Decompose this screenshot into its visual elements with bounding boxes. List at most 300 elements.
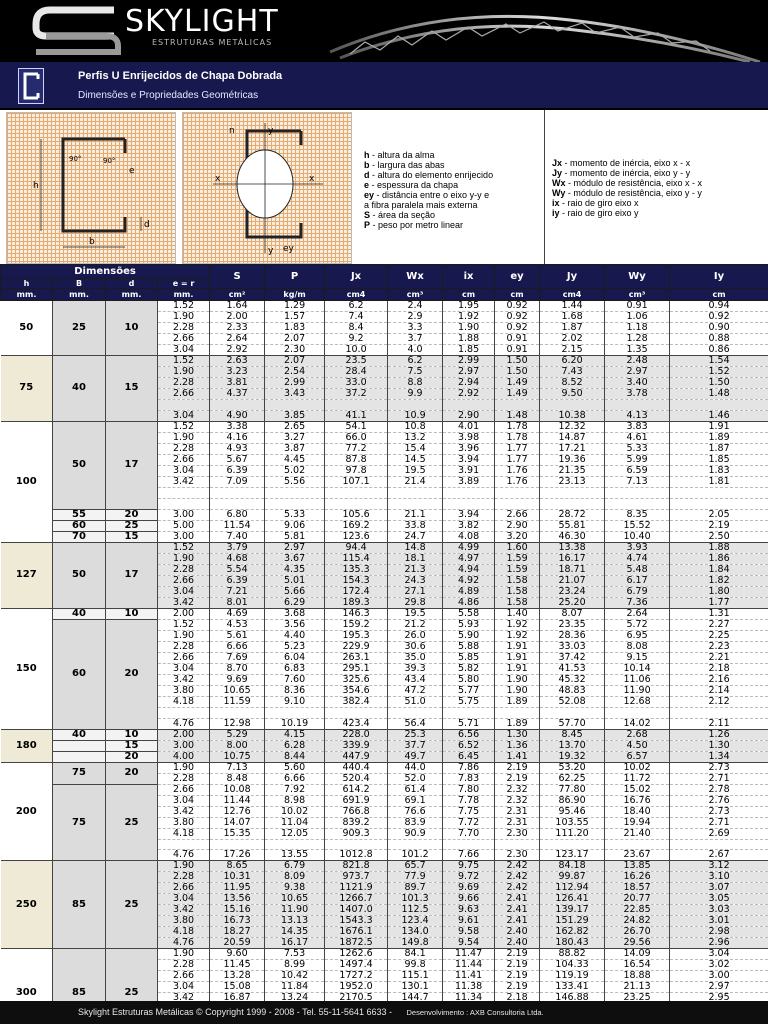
legend-symbol: P: [364, 220, 371, 230]
table-cell: 11.90: [265, 905, 325, 916]
table-cell: 8.70: [210, 663, 265, 674]
table-cell: 3.91: [443, 465, 495, 476]
table-cell: 5.54: [210, 564, 265, 575]
table-row: [1, 619, 768, 630]
table-cell: [265, 498, 325, 509]
table-cell: 9.54: [443, 938, 495, 949]
table-cell: 5.81: [265, 531, 325, 542]
legend-text: - altura do elemento enrijecido: [369, 170, 494, 180]
legend-divider: [544, 110, 545, 264]
table-cell: 1262.6: [325, 949, 388, 960]
table-cell: 4.76: [158, 938, 210, 949]
table-cell: 1.48: [670, 389, 768, 400]
table-cell: 189.3: [325, 597, 388, 608]
table-cell: [158, 707, 210, 718]
table-cell: 16.26: [605, 872, 670, 883]
legend-symbol: S: [364, 210, 371, 220]
table-cell: 16.73: [210, 916, 265, 927]
table-cell: 1.52: [158, 542, 210, 553]
legend-entry: [552, 188, 766, 198]
table-cell: 5.85: [443, 652, 495, 663]
table-cell: 17.26: [210, 850, 265, 861]
table-cell: 2.92: [443, 389, 495, 400]
table-cell: 6.2: [325, 301, 388, 312]
B-value: 25: [53, 301, 106, 356]
table-cell: 1497.4: [325, 960, 388, 971]
table-cell: 7.5: [388, 367, 443, 378]
table-cell: 5.71: [443, 718, 495, 729]
table-cell: 6.39: [210, 575, 265, 586]
table-cell: 1.50: [495, 356, 540, 367]
table-cell: 3.00: [670, 971, 768, 982]
table-cell: [325, 400, 388, 411]
table-cell: 37.7: [388, 740, 443, 751]
table-cell: 10.75: [210, 751, 265, 762]
table-cell: [265, 707, 325, 718]
table-cell: [495, 707, 540, 718]
table-cell: 14.07: [210, 817, 265, 828]
table-cell: 5.23: [265, 641, 325, 652]
table-cell: 1.85: [670, 454, 768, 465]
table-cell: 69.1: [388, 795, 443, 806]
table-cell: 3.42: [158, 597, 210, 608]
unit-header: mm.: [106, 289, 158, 301]
table-cell: 149.8: [388, 938, 443, 949]
d-value: 20: [106, 509, 158, 520]
table-cell: 1.50: [670, 378, 768, 389]
ey-label: ey: [283, 244, 294, 254]
legend-symbol: Jx: [552, 158, 563, 168]
table-cell: 5.60: [265, 762, 325, 773]
table-cell: 37.2: [325, 389, 388, 400]
table-cell: 8.01: [210, 597, 265, 608]
table-cell: [670, 707, 768, 718]
table-cell: 195.3: [325, 630, 388, 641]
table-cell: 2.69: [670, 828, 768, 839]
unit-header: cm: [495, 289, 540, 301]
table-cell: [325, 498, 388, 509]
table-cell: 1.77: [495, 443, 540, 454]
table-cell: 0.92: [495, 323, 540, 334]
table-cell: [325, 839, 388, 850]
table-cell: 104.33: [540, 960, 605, 971]
B-value: 55: [53, 509, 106, 520]
legend-text: - módulo de resistência, eixo y - y: [565, 188, 702, 198]
table-cell: 9.75: [443, 861, 495, 872]
table-cell: 1.82: [670, 575, 768, 586]
table-cell: 4.97: [443, 553, 495, 564]
table-cell: 8.98: [265, 795, 325, 806]
table-cell: 169.2: [325, 520, 388, 531]
table-cell: 2.19: [495, 971, 540, 982]
table-cell: 2.19: [670, 520, 768, 531]
table-cell: 123.17: [540, 850, 605, 861]
table-cell: 12.68: [605, 696, 670, 707]
table-cell: 2.97: [265, 542, 325, 553]
table-cell: 5.88: [443, 641, 495, 652]
table-cell: 24.3: [388, 575, 443, 586]
table-cell: 1.26: [670, 729, 768, 740]
table-cell: 5.80: [443, 674, 495, 685]
table-cell: 4.15: [265, 729, 325, 740]
table-cell: 4.35: [265, 564, 325, 575]
col-header-ix: ix: [443, 265, 495, 289]
table-cell: 2.73: [670, 762, 768, 773]
table-cell: 5.33: [265, 509, 325, 520]
table-cell: 11.59: [210, 696, 265, 707]
table-cell: 27.1: [388, 586, 443, 597]
table-cell: 10.02: [605, 762, 670, 773]
table-cell: 101.2: [388, 850, 443, 861]
legend-entry: [364, 220, 544, 230]
table-cell: 11.72: [605, 773, 670, 784]
table-cell: 11.41: [443, 971, 495, 982]
table-cell: 9.69: [443, 883, 495, 894]
table-cell: [158, 839, 210, 850]
table-cell: 1.87: [540, 323, 605, 334]
table-cell: 3.04: [670, 949, 768, 960]
table-cell: 17.21: [540, 443, 605, 454]
table-cell: [540, 707, 605, 718]
table-cell: 6.66: [210, 641, 265, 652]
col-header-h: h: [1, 279, 53, 289]
table-cell: 2.63: [210, 356, 265, 367]
table-row: [1, 729, 768, 740]
table-cell: 1872.5: [325, 938, 388, 949]
table-cell: 1.58: [495, 586, 540, 597]
table-cell: [158, 400, 210, 411]
table-cell: 1.91: [670, 421, 768, 432]
table-cell: 3.04: [158, 345, 210, 356]
table-cell: 10.9: [388, 410, 443, 421]
site-header: [0, 0, 768, 62]
table-cell: 1.89: [495, 718, 540, 729]
table-cell: 56.4: [388, 718, 443, 729]
table-cell: 1.90: [158, 949, 210, 960]
table-cell: 6.2: [388, 356, 443, 367]
table-cell: [265, 400, 325, 411]
page-title: Perfis U Enrijecidos de Chapa Dobrada: [78, 70, 283, 82]
table-cell: 84.1: [388, 949, 443, 960]
table-cell: 13.24: [265, 993, 325, 1001]
d-value: 15: [106, 740, 158, 751]
table-cell: [325, 707, 388, 718]
table-cell: 2.28: [158, 443, 210, 454]
legend-symbol: iy: [552, 208, 560, 218]
table-cell: 19.36: [540, 454, 605, 465]
table-cell: 9.66: [443, 894, 495, 905]
table-cell: 53.20: [540, 762, 605, 773]
table-cell: 57.70: [540, 718, 605, 729]
table-cell: 3.04: [158, 894, 210, 905]
table-cell: 76.6: [388, 806, 443, 817]
table-cell: 21.07: [540, 575, 605, 586]
table-cell: 2.19: [495, 960, 540, 971]
table-cell: 2.33: [210, 323, 265, 334]
table-cell: 7.66: [443, 850, 495, 861]
table-cell: 2.68: [605, 729, 670, 740]
table-cell: 3.05: [670, 894, 768, 905]
table-cell: 6.66: [265, 773, 325, 784]
table-cell: [670, 400, 768, 411]
unit-header: mm.: [53, 289, 106, 301]
table-cell: 7.92: [265, 784, 325, 795]
col-header-e: e = r: [158, 279, 210, 289]
table-row: [1, 509, 768, 520]
table-cell: 84.18: [540, 861, 605, 872]
brand-name: SKYLIGHT: [125, 4, 279, 39]
table-cell: 909.3: [325, 828, 388, 839]
table-cell: 154.3: [325, 575, 388, 586]
table-cell: 99.87: [540, 872, 605, 883]
table-cell: 44.0: [388, 762, 443, 773]
table-cell: 1.83: [670, 465, 768, 476]
unit-header: cm4: [540, 289, 605, 301]
table-cell: 19.5: [388, 465, 443, 476]
table-cell: 325.6: [325, 674, 388, 685]
table-cell: [670, 487, 768, 498]
table-cell: 33.03: [540, 641, 605, 652]
table-cell: 3.43: [265, 389, 325, 400]
table-cell: 16.17: [540, 553, 605, 564]
table-cell: 11.45: [210, 960, 265, 971]
table-cell: 0.91: [495, 334, 540, 345]
table-cell: 3.04: [158, 465, 210, 476]
table-cell: 2.05: [670, 509, 768, 520]
table-cell: 2.73: [670, 806, 768, 817]
table-cell: 13.85: [605, 861, 670, 872]
table-row: [1, 356, 768, 367]
table-cell: 4.93: [210, 443, 265, 454]
table-cell: 133.41: [540, 982, 605, 993]
table-cell: 135.3: [325, 564, 388, 575]
table-cell: 3.04: [158, 410, 210, 421]
title-bar: [0, 62, 768, 108]
table-cell: 1.52: [670, 367, 768, 378]
table-cell: 4.76: [158, 718, 210, 729]
profile-axes-diagram: [183, 113, 352, 264]
col-header-Wx: Wx: [388, 265, 443, 289]
table-cell: 9.38: [265, 883, 325, 894]
table-row: [1, 301, 768, 312]
legend-text: - distância entre o eixo y-y e: [374, 190, 490, 200]
table-cell: [495, 498, 540, 509]
table-cell: 1.34: [670, 751, 768, 762]
table-cell: 29.56: [605, 938, 670, 949]
table-cell: 2.66: [158, 334, 210, 345]
table-cell: 2.71: [670, 773, 768, 784]
table-cell: 180.43: [540, 938, 605, 949]
table-cell: 2.25: [670, 630, 768, 641]
dimensions-group-header: Dimensões: [1, 265, 210, 279]
table-cell: 18.71: [540, 564, 605, 575]
table-cell: 16.54: [605, 960, 670, 971]
unit-header: kg/m: [265, 289, 325, 301]
legend-entry: [364, 180, 544, 190]
table-cell: 4.86: [443, 597, 495, 608]
legend-entry: [364, 210, 544, 220]
table-cell: 3.04: [158, 586, 210, 597]
table-cell: 159.2: [325, 619, 388, 630]
table-cell: 43.4: [388, 674, 443, 685]
table-cell: 1.92: [495, 619, 540, 630]
d-value: 15: [106, 531, 158, 542]
table-cell: 3.04: [158, 795, 210, 806]
table-cell: 6.52: [443, 740, 495, 751]
table-row: [1, 861, 768, 872]
axis-x-label-left: x: [215, 174, 221, 184]
table-cell: 3.3: [388, 323, 443, 334]
table-cell: 23.35: [540, 619, 605, 630]
table-cell: 6.59: [605, 465, 670, 476]
table-cell: [605, 839, 670, 850]
table-cell: 7.09: [210, 476, 265, 487]
table-cell: 3.04: [158, 663, 210, 674]
table-cell: 6.95: [605, 630, 670, 641]
table-cell: 4.99: [443, 542, 495, 553]
table-cell: 1.06: [605, 312, 670, 323]
table-cell: 6.17: [605, 575, 670, 586]
B-value: 40: [53, 356, 106, 422]
d-value: 25: [106, 784, 158, 861]
table-cell: 3.68: [265, 608, 325, 619]
table-cell: 90.9: [388, 828, 443, 839]
table-cell: 4.00: [158, 751, 210, 762]
table-cell: 99.8: [388, 960, 443, 971]
table-cell: 23.5: [325, 356, 388, 367]
table-cell: 1.36: [495, 740, 540, 751]
B-value: 50: [53, 421, 106, 509]
table-cell: 4.69: [210, 608, 265, 619]
table-cell: 3.38: [210, 421, 265, 432]
table-cell: 9.10: [265, 696, 325, 707]
table-cell: 1.52: [158, 421, 210, 432]
table-cell: [158, 487, 210, 498]
d-value: 20: [106, 751, 158, 762]
table-cell: 1.90: [158, 630, 210, 641]
table-cell: [443, 400, 495, 411]
table-cell: 5.00: [158, 520, 210, 531]
table-cell: 2.50: [670, 531, 768, 542]
table-cell: 1727.2: [325, 971, 388, 982]
page-subtitle: Dimensões e Propriedades Geométricas: [78, 90, 259, 101]
table-cell: 13.2: [388, 432, 443, 443]
table-cell: 2.64: [605, 608, 670, 619]
table-cell: 6.79: [605, 586, 670, 597]
table-cell: 2.28: [158, 564, 210, 575]
table-cell: 28.36: [540, 630, 605, 641]
table-cell: [325, 487, 388, 498]
table-cell: 0.94: [670, 301, 768, 312]
table-cell: 2.99: [443, 356, 495, 367]
table-cell: [388, 400, 443, 411]
table-cell: 21.13: [605, 982, 670, 993]
legend-entry: [364, 200, 544, 210]
table-cell: [540, 487, 605, 498]
table-cell: 7.69: [210, 652, 265, 663]
table-cell: 3.42: [158, 674, 210, 685]
table-cell: 8.07: [540, 608, 605, 619]
table-cell: 2.97: [605, 367, 670, 378]
table-cell: 5.01: [265, 575, 325, 586]
table-row: [1, 531, 768, 542]
table-cell: 10.65: [210, 685, 265, 696]
table-cell: 123.6: [325, 531, 388, 542]
unit-header: cm: [670, 289, 768, 301]
h-value: 250: [1, 861, 53, 949]
legend-entry: [552, 168, 766, 178]
neutral-axis-label: n: [229, 126, 235, 136]
table-cell: 4.68: [210, 553, 265, 564]
table-cell: [388, 707, 443, 718]
table-cell: 2.18: [670, 663, 768, 674]
table-cell: 2.99: [265, 378, 325, 389]
legend-text: - raio de giro eixo y: [559, 208, 639, 218]
table-cell: 447.9: [325, 751, 388, 762]
table-cell: 65.7: [388, 861, 443, 872]
table-cell: 295.1: [325, 663, 388, 674]
table-cell: 101.3: [388, 894, 443, 905]
table-cell: 26.70: [605, 927, 670, 938]
table-cell: [540, 839, 605, 850]
table-cell: 2170.5: [325, 993, 388, 1001]
table-cell: 520.4: [325, 773, 388, 784]
table-cell: 95.46: [540, 806, 605, 817]
table-cell: 112.94: [540, 883, 605, 894]
table-cell: 3.87: [265, 443, 325, 454]
table-cell: 2.00: [158, 608, 210, 619]
table-cell: 4.18: [158, 696, 210, 707]
d-value: 25: [106, 861, 158, 949]
table-cell: 33.8: [388, 520, 443, 531]
table-cell: 766.8: [325, 806, 388, 817]
d-value: 10: [106, 301, 158, 356]
table-cell: 28.4: [325, 367, 388, 378]
table-cell: 1.49: [495, 389, 540, 400]
table-cell: 5.66: [265, 586, 325, 597]
table-cell: 0.91: [605, 301, 670, 312]
table-cell: 15.02: [605, 784, 670, 795]
table-cell: 172.4: [325, 586, 388, 597]
table-cell: 2.90: [495, 520, 540, 531]
table-cell: 20.77: [605, 894, 670, 905]
table-cell: 2.28: [158, 773, 210, 784]
angle-label-2: 90°: [103, 157, 116, 165]
table-cell: 45.32: [540, 674, 605, 685]
table-cell: 144.7: [388, 993, 443, 1001]
table-cell: 4.37: [210, 389, 265, 400]
table-cell: 2.19: [495, 982, 540, 993]
table-cell: 15.4: [388, 443, 443, 454]
table-cell: 3.94: [443, 509, 495, 520]
table-cell: 1.78: [495, 421, 540, 432]
B-value: 70: [53, 531, 106, 542]
table-cell: 9.06: [265, 520, 325, 531]
unit-header: cm4: [325, 289, 388, 301]
profile-axes-figure: [182, 112, 352, 264]
table-cell: 115.4: [325, 553, 388, 564]
table-cell: 1.81: [670, 476, 768, 487]
table-cell: 41.1: [325, 410, 388, 421]
table-cell: 4.61: [605, 432, 670, 443]
table-cell: 3.7: [388, 334, 443, 345]
table-cell: 12.05: [265, 828, 325, 839]
table-cell: 55.81: [540, 520, 605, 531]
table-cell: 7.13: [210, 762, 265, 773]
table-cell: 13.28: [210, 971, 265, 982]
dim-h-label: h: [33, 181, 39, 191]
table-cell: 5.67: [210, 454, 265, 465]
